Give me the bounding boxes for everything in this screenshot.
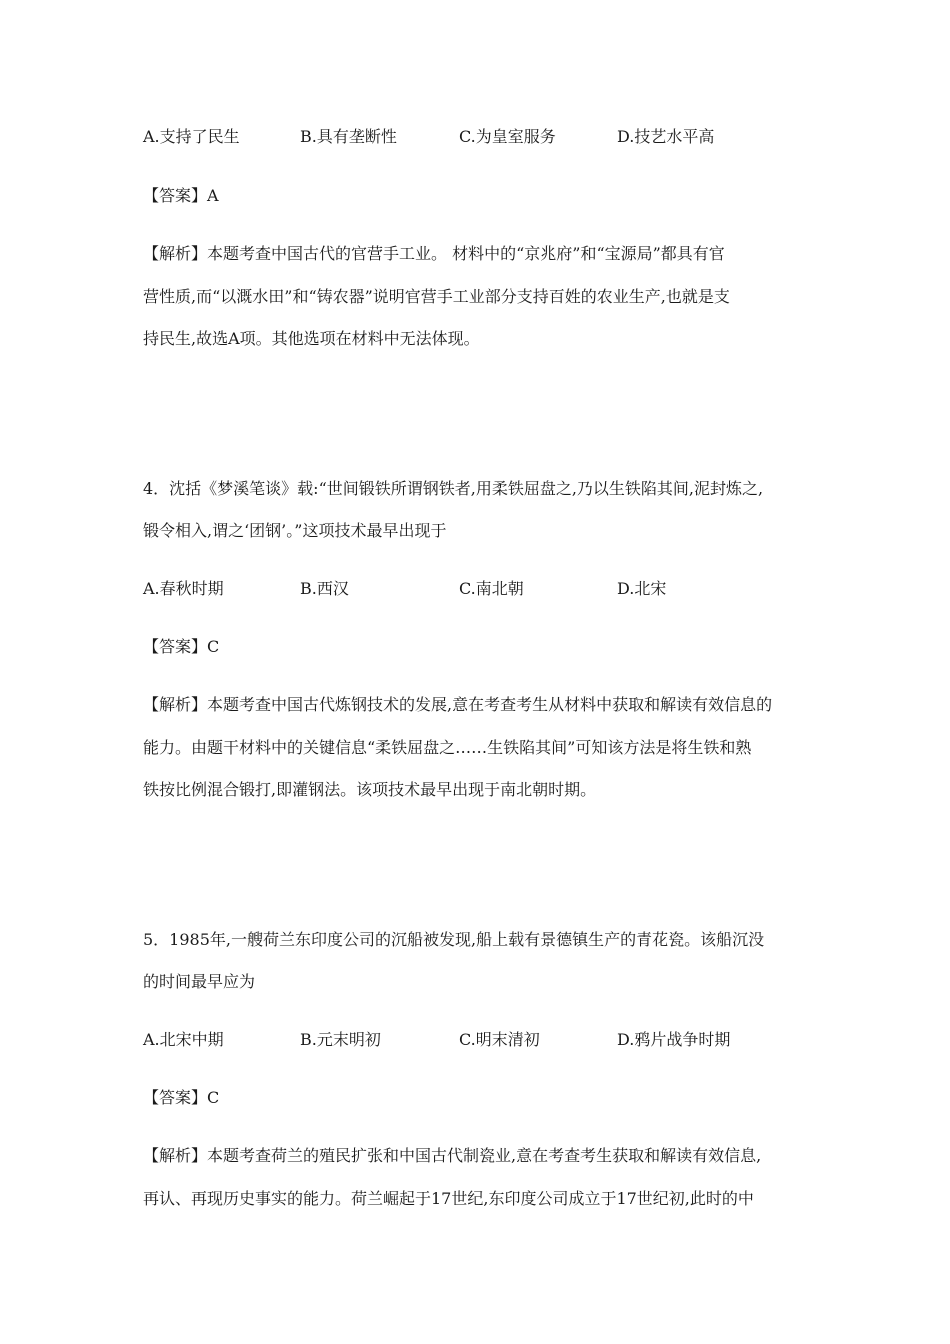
option-a: A.北宋中期 — [143, 1030, 224, 1049]
analysis-line: 【解析】本题考查中国古代的官营手工业。 材料中的“京兆府”和“宝源局”都具有官 — [143, 244, 725, 263]
question-3-answer: 【答案】A — [143, 186, 219, 205]
option-d: D.北宋 — [617, 579, 667, 598]
option-b: B.具有垄断性 — [300, 127, 397, 146]
analysis-line: 能力。由题干材料中的关键信息“柔铁屈盘之……生铁陷其间”可知该方法是将生铁和熟 — [143, 738, 752, 757]
option-c: C.明末清初 — [459, 1030, 540, 1049]
analysis-line: 营性质,而“以溉水田”和“铸农器”说明官营手工业部分支持百姓的农业生产,也就是支 — [143, 287, 730, 306]
analysis-line: 铁按比例混合锻打,即灌钢法。该项技术最早出现于南北朝时期。 — [143, 780, 597, 799]
option-b: B.元末明初 — [300, 1030, 381, 1049]
analysis-line: 持民生,故选A项。其他选项在材料中无法体现。 — [143, 329, 480, 348]
stem-line: 的时间最早应为 — [143, 972, 256, 991]
analysis-line: 【解析】本题考查中国古代炼钢技术的发展,意在考查考生从材料中获取和解读有效信息的 — [143, 695, 773, 714]
option-d: D.鸦片战争时期 — [617, 1030, 731, 1049]
analysis-line: 再认、再现历史事实的能力。荷兰崛起于17世纪,东印度公司成立于17世纪初,此时的中 — [143, 1189, 754, 1208]
stem-line: 锻令相入,谓之‘团钢’。”这项技术最早出现于 — [143, 521, 447, 540]
option-c: C.南北朝 — [459, 579, 524, 598]
question-4-answer: 【答案】C — [143, 637, 220, 656]
option-a: A.支持了民生 — [143, 127, 240, 146]
option-a: A.春秋时期 — [143, 579, 224, 598]
question-5-answer: 【答案】C — [143, 1088, 220, 1107]
stem-line: 4．沈括《梦溪笔谈》载:“世间锻铁所谓钢铁者,用柔铁屈盘之,乃以生铁陷其间,泥封炼之, — [143, 479, 764, 498]
option-c: C.为皇室服务 — [459, 127, 556, 146]
stem-line: 5．1985年,一艘荷兰东印度公司的沉船被发现,船上载有景德镇生产的青花瓷。该船沉没 — [143, 930, 765, 949]
analysis-line: 【解析】本题考查荷兰的殖民扩张和中国古代制瓷业,意在考查考生获取和解读有效信息, — [143, 1146, 762, 1165]
option-b: B.西汉 — [300, 579, 349, 598]
option-d: D.技艺水平高 — [617, 127, 715, 146]
